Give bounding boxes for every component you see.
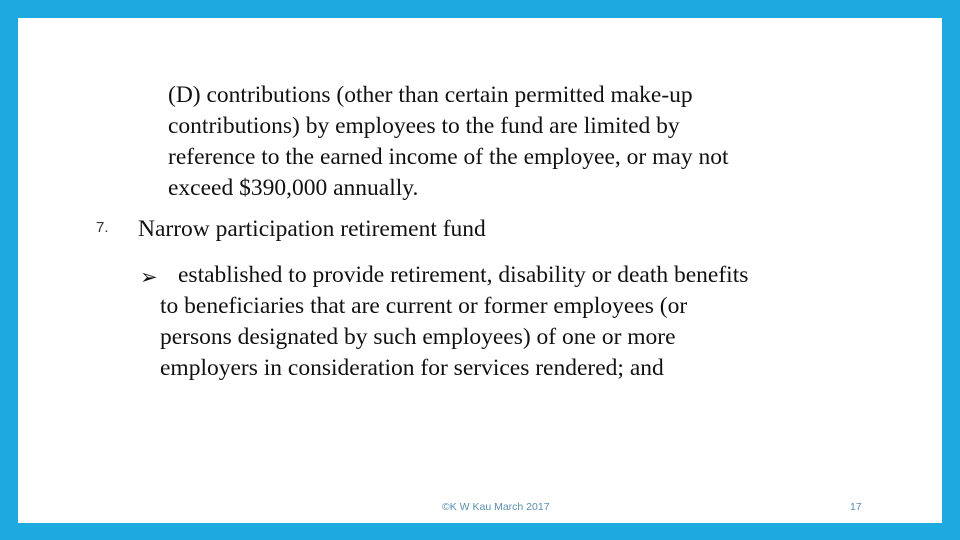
footer-copyright: ©K W Kau March 2017 [442,501,550,513]
bullet-paragraph-line: persons designated by such employees) of one or more [160,324,676,350]
page-number: 17 [850,501,862,513]
slide-canvas [18,18,942,523]
bullet-paragraph-line: established to provide retirement, disability or death benefits [178,262,749,288]
arrow-bullet-icon: ➢ [140,265,158,289]
paragraph-d-line: reference to the earned income of the employee, or may not [168,144,729,170]
paragraph-d-line: exceed $390,000 annually. [168,175,419,201]
bullet-paragraph-line: to beneficiaries that are current or former employees (or [160,293,688,319]
list-item-number: 7. [96,219,109,236]
paragraph-d [168,80,868,204]
paragraph-d-line: (D) contributions (other than certain permitted make-up [168,82,693,108]
list-item-title: Narrow participation retirement fund [138,216,486,242]
paragraph-d-line: contributions) by employees to the fund are limited by [168,113,680,139]
bullet-paragraph-line: employers in consideration for services rendered; and [160,355,664,381]
bullet-paragraph [160,260,880,384]
